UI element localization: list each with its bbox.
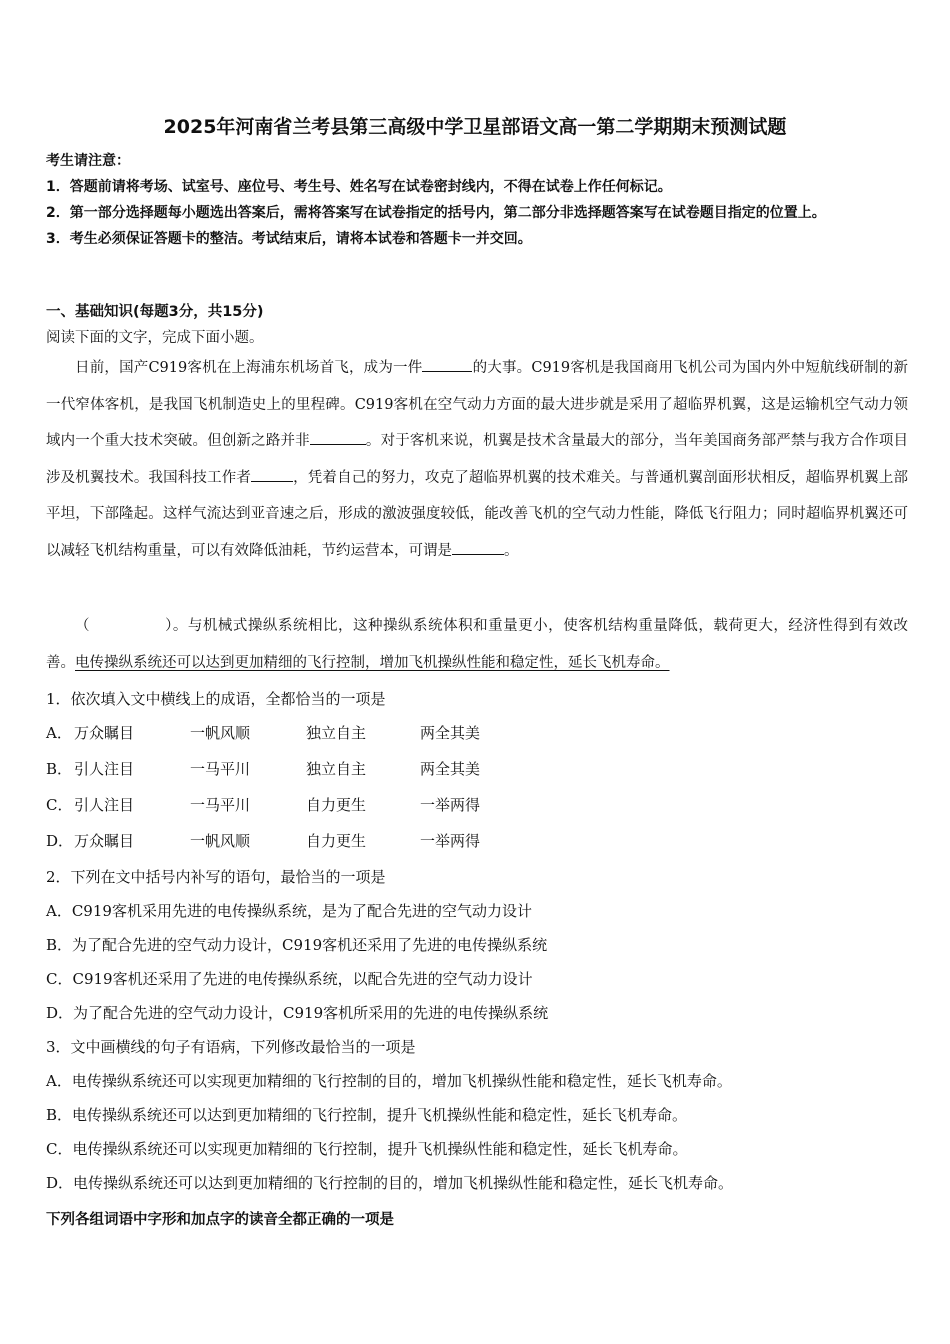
- notice-item-1: 1．答题前请将考场、试室号、座位号、考生号、姓名写在试卷密封线内，不得在试卷上作任何标记。: [46, 179, 672, 195]
- fill-blank-3: [251, 467, 293, 482]
- fill-blank-4: [452, 540, 504, 555]
- passage-text: ，凭着自己的努力，攻克了超临界机翼的技术难关。与普通机翼剖面形状相反，超临界机翼上部平坦，下部隆起。这样气流达到亚音速之后，形成的激波强度较低，能改善飞机的空气动力性能，降低飞行阻力；同时超临界机翼还可以减轻飞机结构重量，可以有效降低油耗，节约运营本，可谓是: [46, 469, 908, 559]
- question-2-option-b[interactable]: B．为了配合先进的空气动力设计，C919客机还采用了先进的电传操纵系统: [46, 936, 548, 954]
- section-instruction: 阅读下面的文字，完成下面小题。: [46, 330, 264, 346]
- question-2-option-c[interactable]: C．C919客机还采用了先进的电传操纵系统，以配合先进的空气动力设计: [46, 970, 533, 988]
- question-1-stem: 1．依次填入文中横线上的成语，全都恰当的一项是: [46, 690, 386, 708]
- page-title: 2025年河南省兰考县第三高级中学卫星部语文高一第二学期期末预测试题: [163, 116, 787, 138]
- notice-block: [46, 148, 908, 252]
- question-3-option-d[interactable]: D．电传操纵系统还可以达到更加精细的飞行控制的目的，增加飞机操纵性能和稳定性，延长飞机寿命。: [46, 1174, 734, 1192]
- question-2-option-d[interactable]: D．为了配合先进的空气动力设计，C919客机所采用的先进的电传操纵系统: [46, 1004, 549, 1022]
- notice-heading: 考生请注意：: [46, 153, 130, 169]
- passage-paragraph-2: [46, 608, 908, 681]
- question-3-option-c[interactable]: C．电传操纵系统还可以实现更加精细的飞行控制，提升飞机操纵性能和稳定性，延长飞机寿命。: [46, 1140, 688, 1158]
- passage-text: 。: [504, 542, 519, 559]
- passage-paragraph-1: [46, 350, 908, 569]
- question-3-stem: 3．文中画横线的句子有语病，下列修改最恰当的一项是: [46, 1038, 416, 1056]
- question-1-option-b[interactable]: B． 引人注目 一马平川 独立自主 两全其美: [46, 760, 481, 778]
- question-1-option-d[interactable]: D．万众瞩目 一帆风顺 自力更生 一举两得: [46, 832, 481, 850]
- question-2-option-a[interactable]: A．C919客机采用先进的电传操纵系统，是为了配合先进的空气动力设计: [46, 902, 532, 920]
- fill-blank-2: [310, 430, 366, 445]
- fill-blank-1: [422, 357, 472, 372]
- passage-text: 。对于客机来说，机翼是技术含量最大的部分，当年美国商务部严禁与我方合作项目涉及机翼技术。我国科技工作者: [46, 433, 908, 486]
- passage-text: （ ）。与机械式操纵系统相比，这种操纵系统体积和重量更小，使客机结构重量降低，载荷更大，经济性得到有效改善。: [46, 618, 908, 671]
- question-1-option-a[interactable]: A． 万众瞩目 一帆风顺 独立自主 两全其美: [46, 724, 481, 742]
- question-2-stem: 2．下列在文中括号内补写的语句，最恰当的一项是: [46, 868, 386, 886]
- notice-item-2: 2．第一部分选择题每小题选出答案后，需将答案写在试卷指定的括号内，第二部分非选择题答案写在试卷题目指定的位置上。: [46, 205, 826, 221]
- notice-item-3: 3．考生必须保证答题卡的整洁。考试结束后，请将本试卷和答题卡一并交回。: [46, 231, 532, 247]
- section-heading: 一、基础知识(每题3分，共15分): [46, 304, 264, 320]
- question-1-option-c[interactable]: C． 引人注目 一马平川 自力更生 一举两得: [46, 796, 481, 814]
- passage-text: 日前，国产C919客机在上海浦东机场首飞，成为一件: [75, 360, 423, 376]
- passage-text: 的大事。C919客机是我国商用飞机公司为国内外中短航线研制的新一代窄体客机，是我国飞机制造史上的里程碑。C919客机在空气动力方面的最大进步就是采用了超临界机翼，这是运输机空气动力领域内一个重大技术突破。但创新之路并非: [46, 360, 908, 449]
- question-3-option-b[interactable]: B．电传操纵系统还可以达到更加精细的飞行控制，提升飞机操纵性能和稳定性，延长飞机寿命。: [46, 1106, 688, 1124]
- next-question-stem: 下列各组词语中字形和加点字的读音全都正确的一项是: [46, 1212, 394, 1228]
- underlined-sentence: 电传操纵系统还可以达到更加精细的飞行控制，增加飞机操纵性能和稳定性，延长飞机寿命。: [75, 654, 670, 671]
- question-3-option-a[interactable]: A．电传操纵系统还可以实现更加精细的飞行控制的目的，增加飞机操纵性能和稳定性，延长飞机寿命。: [46, 1072, 732, 1090]
